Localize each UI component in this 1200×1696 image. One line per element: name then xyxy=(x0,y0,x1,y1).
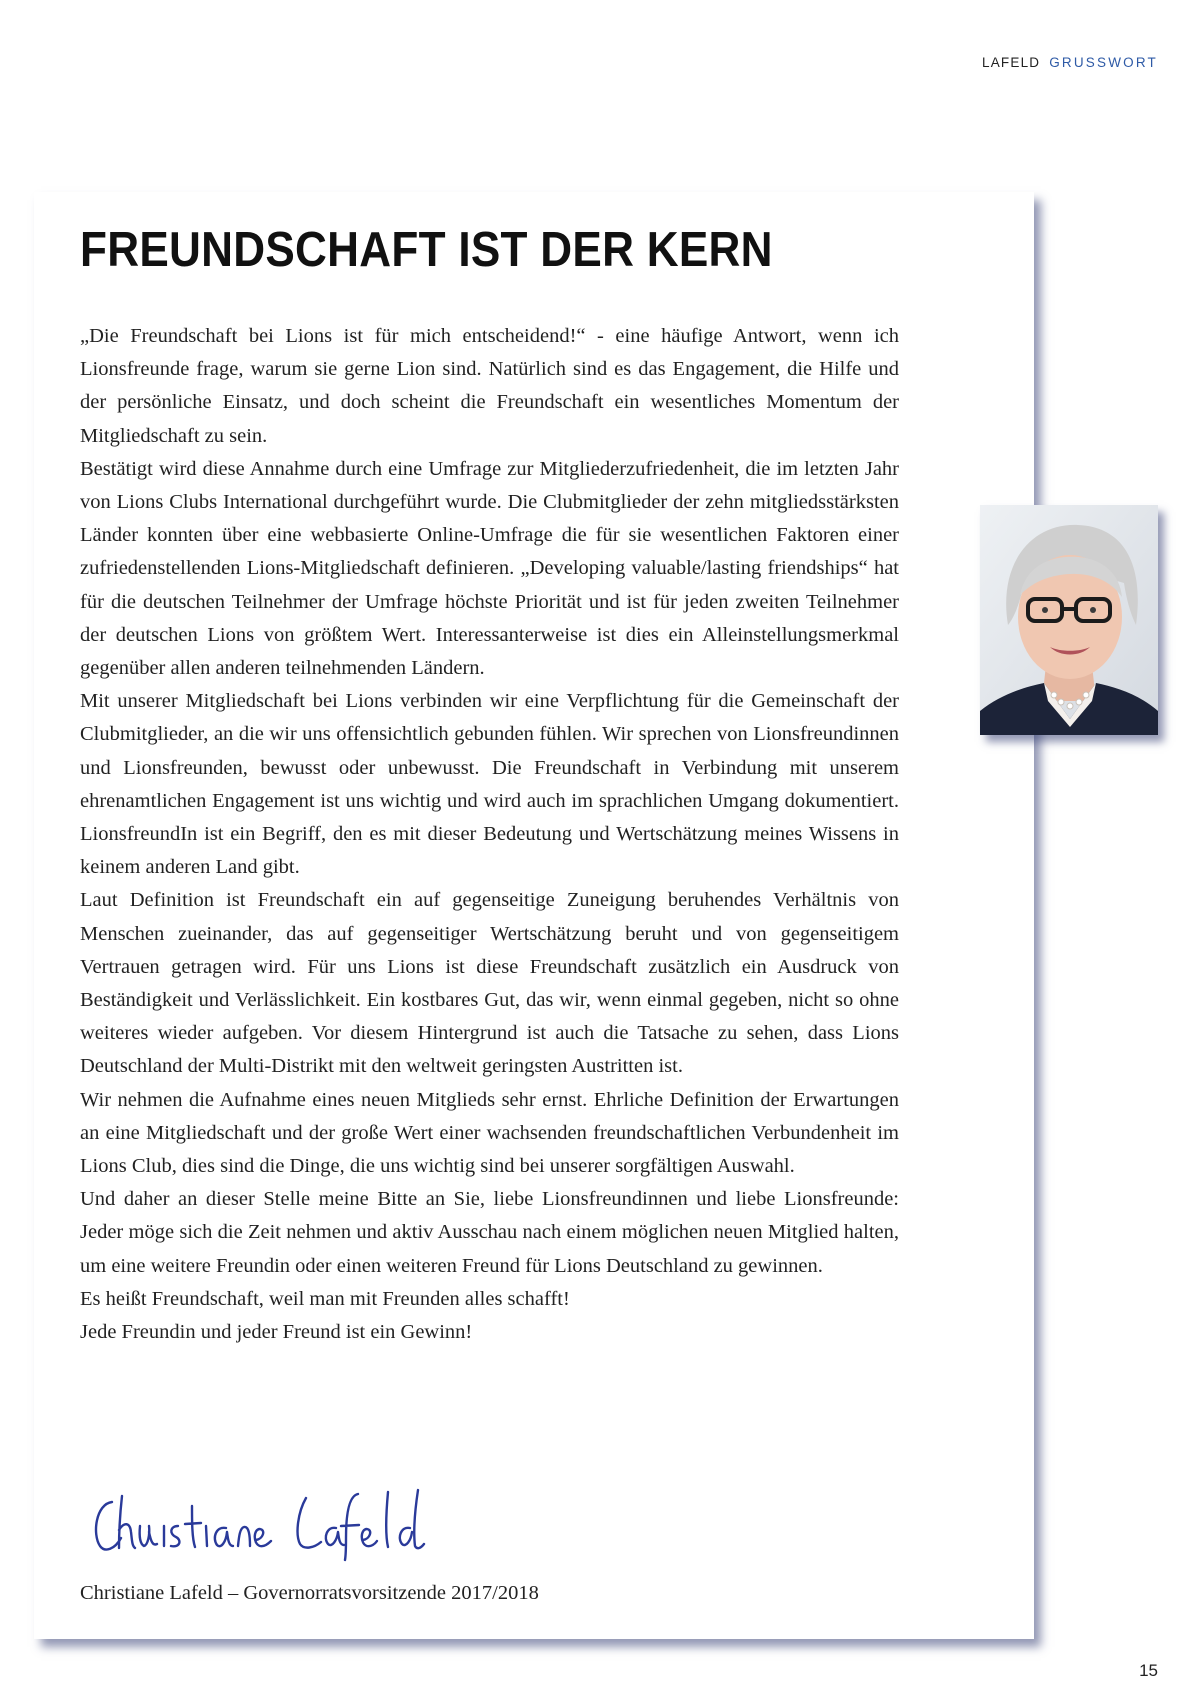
paragraph: Jede Freundin und jeder Freund ist ein Gewinn! xyxy=(80,1321,473,1344)
paragraph: Und daher an dieser Stelle meine Bitte an Sie, liebe Lionsfreundinnen und liebe Lionsfreunde: Jeder möge sich die Zeit nehmen und aktiv Ausschau nach einem möglichen neuen Mitglied halten, um eine weitere Freundin oder einen weiteren Freund für Lions Deutschland zu gewinnen. xyxy=(80,1188,899,1277)
article-body xyxy=(80,320,899,1349)
running-head-author: LAFELD xyxy=(982,55,1041,70)
running-head xyxy=(982,55,1158,70)
running-head-section: GRUSSWORT xyxy=(1049,55,1158,70)
paragraph: Es heißt Freundschaft, weil man mit Freunden alles schafft! xyxy=(80,1287,570,1310)
portrait-image xyxy=(980,505,1158,735)
article-title: FREUNDSCHAFT IST DER KERN xyxy=(80,223,773,277)
author-portrait xyxy=(980,505,1158,735)
signature-caption: Christiane Lafeld – Governorratsvorsitzende 2017/2018 xyxy=(80,1582,539,1604)
handwritten-signature xyxy=(88,1482,468,1562)
paragraph: Bestätigt wird diese Annahme durch eine Umfrage zur Mitgliederzufriedenheit, die im letzten Jahr von Lions Clubs International durchgeführt wurde. Die Clubmitglieder der zehn mitgliedsstärksten Länder konnten über eine webbasierte Online-Umfrage die für sie wesentlichen Faktoren einer zufriedenstellenden Lions-Mitgliedschaft definieren. „Developing valuable/lasting friendships“ hat für die deutschen Teilnehmer der Umfrage höchste Priorität und ist für jeden zweiten Teilnehmer der deutschen Lions von größtem Wert. Interessanterweise ist dies ein Alleinstellungsmerkmal gegenüber allen anderen teilnehmenden Ländern. xyxy=(80,457,899,680)
paragraph: Wir nehmen die Aufnahme eines neuen Mitglieds sehr ernst. Ehrliche Definition der Erwartungen an eine Mitgliedschaft und der große Wert einer wachsenden freundschaftlichen Verbundenheit im Lions Club, dies sind die Dinge, die uns wichtig sind bei unserer sorgfältigen Auswahl. xyxy=(80,1088,899,1178)
page-number: 15 xyxy=(1139,1661,1158,1680)
article-card xyxy=(34,192,1034,1639)
paragraph: Laut Definition ist Freundschaft ein auf gegenseitige Zuneigung beruhendes Verhältnis von Menschen zueinander, das auf gegenseitiger Wertschätzung beruht und von gegenseitigem Vertrauen getragen wird. Für uns Lions ist diese Freundschaft zusätzlich ein Ausdruck von Beständigkeit und Verlässlichkeit. Ein kostbares Gut, das wir, wenn einmal gegeben, nicht so ohne weiteres wieder aufgeben. Vor diesem Hintergrund ist auch die Tatsache zu sehen, dass Lions Deutschland der Multi-Distrikt mit den weltweit geringsten Austritten ist. xyxy=(80,889,899,1078)
paragraph: Mit unserer Mitgliedschaft bei Lions verbinden wir eine Verpflichtung für die Gemeinschaft der Clubmitglieder, an die wir uns offensichtlich gebunden fühlen. Wir sprechen von Lionsfreundinnen und Lionsfreunden, bewusst oder unbewusst. Die Freundschaft in Verbindung mit unserem ehrenamtlichen Engagement ist uns wichtig und wird auch im sprachlichen Umgang dokumentiert. LionsfreundIn ist ein Begriff, den es mit dieser Bedeutung und Wertschätzung meines Wissens in keinem anderen Land gibt. xyxy=(80,690,899,879)
paragraph: „Die Freundschaft bei Lions ist für mich entscheidend!“ - eine häufige Antwort, wenn ich Lionsfreunde frage, warum sie gerne Lion sind. Natürlich sind es das Engagement, die Hilfe und der persönliche Einsatz, und doch scheint die Freundschaft ein wesentliches Momentum der Mitgliedschaft zu sein. xyxy=(80,325,899,447)
